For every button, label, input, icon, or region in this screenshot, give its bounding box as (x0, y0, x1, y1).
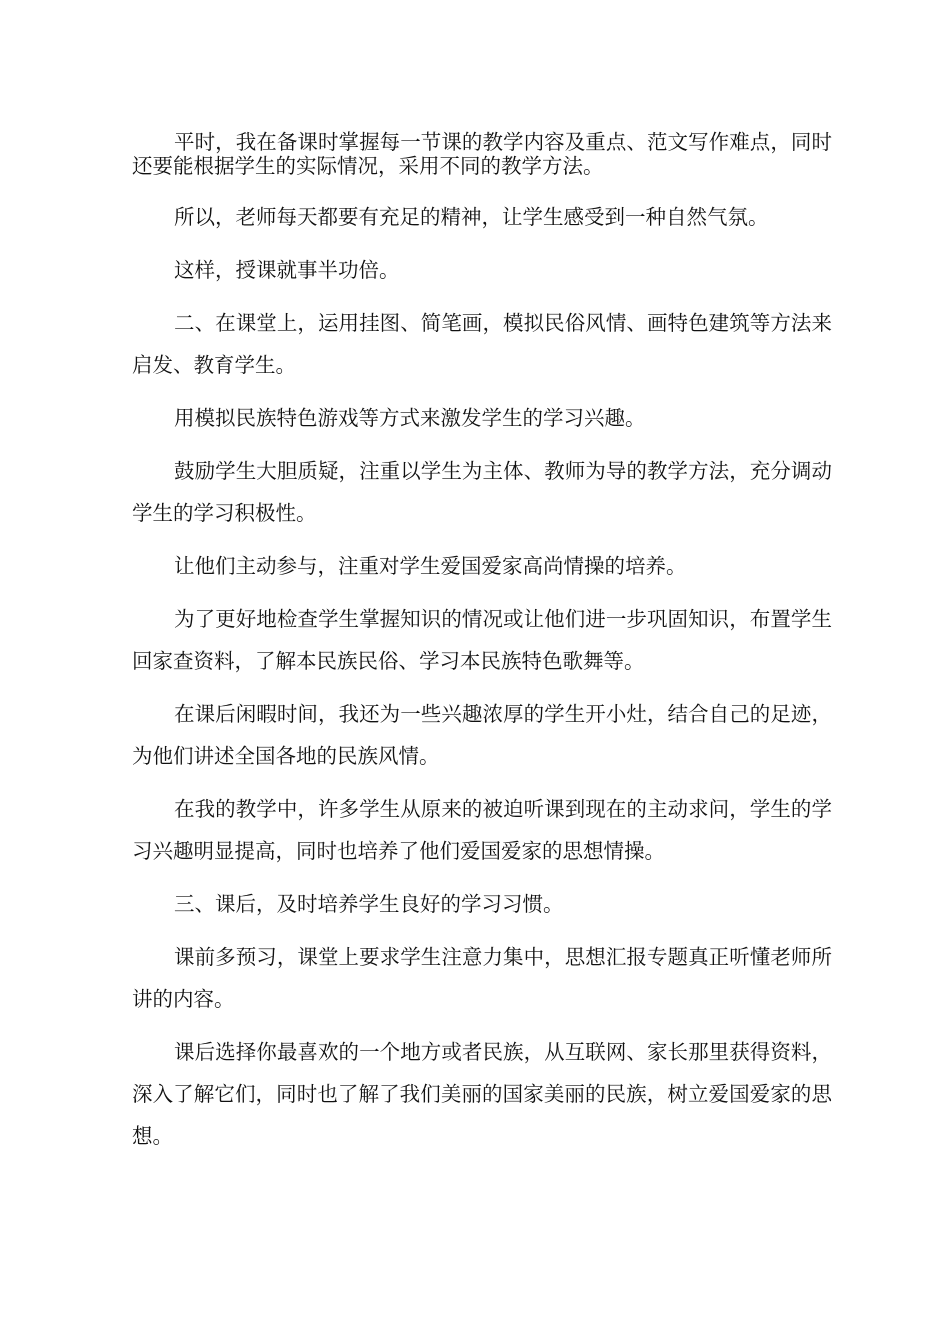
paragraph-teaching-results: 在我的教学中，许多学生从原来的被迫听课到现在的主动求问，学生的学习兴趣明显提高，同时也培养了他们爱国爱家的思想情操。 (132, 797, 832, 863)
paragraph-encourage-questions: 鼓励学生大胆质疑，注重以学生为主体、教师为导的教学方法，充分调动学生的学习积极性。 (132, 459, 832, 525)
paragraph-homework-research: 为了更好地检查学生掌握知识的情况或让他们进一步巩固知识，布置学生回家查资料，了解本民族民俗、学习本民族特色歌舞等。 (132, 607, 832, 673)
paragraph-half-effort: 这样，授课就事半功倍。 (174, 258, 400, 282)
paragraph-section-three-heading: 三、课后，及时培养学生良好的学习习惯。 (174, 892, 564, 916)
paragraph-lesson-preparation: 平时，我在备课时掌握每一节课的教学内容及重点、范文写作难点，同时还要能根据学生的实际情况，采用不同的教学方法。 (132, 130, 832, 178)
paragraph-ethnic-games: 用模拟民族特色游戏等方式来激发学生的学习兴趣。 (174, 406, 646, 430)
paragraph-after-class-tutoring: 在课后闲暇时间，我还为一些兴趣浓厚的学生开小灶，结合自己的足迹，为他们讲述全国各地的民族风情。 (132, 702, 832, 768)
paragraph-section-two-heading: 二、在课堂上，运用挂图、简笔画，模拟民俗风情、画特色建筑等方法来启发、教育学生。 (132, 311, 832, 377)
paragraph-preview-habits: 课前多预习，课堂上要求学生注意力集中，思想汇报专题真正听懂老师所讲的内容。 (132, 945, 832, 1011)
document-body (132, 130, 832, 1157)
paragraph-choose-favorite: 课后选择你最喜欢的一个地方或者民族，从互联网、家长那里获得资料，深入了解它们，同时也了解了我们美丽的国家美丽的民族，树立爱国爱家的思想。 (132, 1040, 832, 1148)
paragraph-active-participation: 让他们主动参与，注重对学生爱国爱家高尚情操的培养。 (174, 554, 687, 578)
paragraph-teacher-spirit: 所以，老师每天都要有充足的精神，让学生感受到一种自然气氛。 (174, 205, 769, 229)
